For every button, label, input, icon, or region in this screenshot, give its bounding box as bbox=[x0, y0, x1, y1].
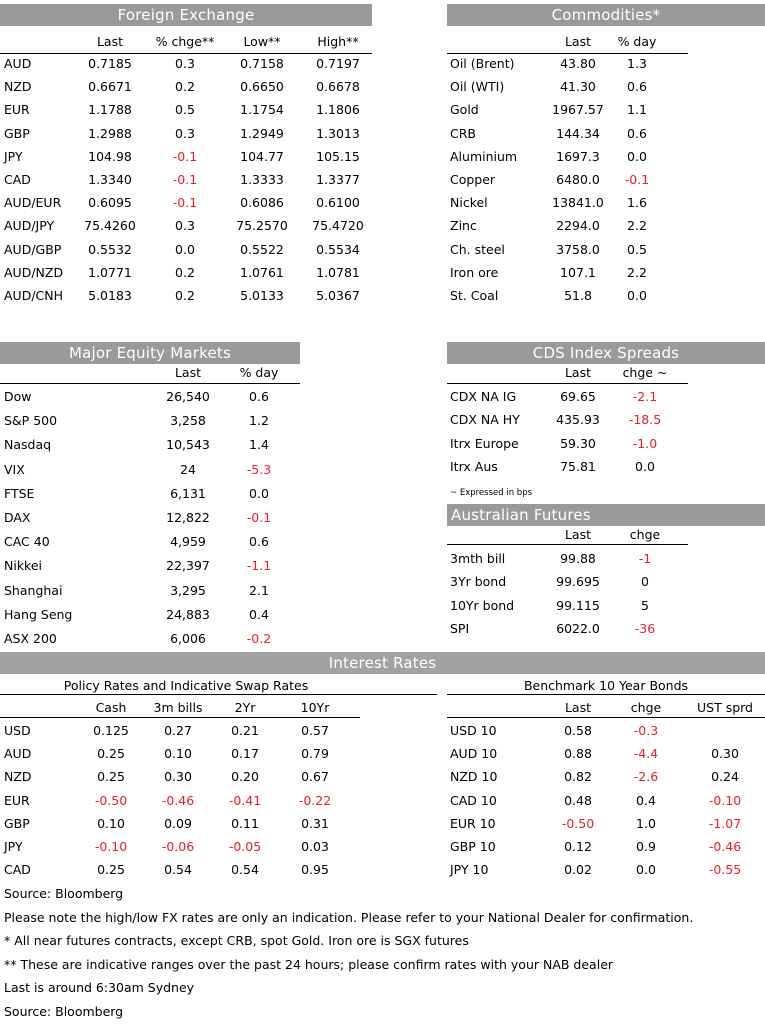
eq-cell: 22,397 bbox=[166, 558, 210, 574]
pol-cell: 0.31 bbox=[301, 815, 329, 831]
fx-cell: 0.5534 bbox=[316, 241, 360, 257]
eq-row-label: Shanghai bbox=[4, 582, 63, 598]
bnd-cell: 0.24 bbox=[711, 769, 739, 785]
policy-title-rule bbox=[0, 694, 437, 695]
fx-col-header: High** bbox=[317, 34, 359, 49]
cds-header-rule bbox=[447, 383, 688, 384]
fut-row-label: SPI bbox=[450, 620, 470, 636]
fx-col-header: Last bbox=[96, 34, 124, 49]
fx-cell: 5.0367 bbox=[316, 288, 360, 303]
fut-col-header: chge bbox=[629, 527, 661, 542]
eq-row-label: ASX 200 bbox=[4, 631, 57, 646]
fx-cell: 75.4260 bbox=[84, 218, 136, 234]
pol-cell: -0.41 bbox=[228, 792, 262, 808]
eq-cell: 6,006 bbox=[170, 631, 206, 646]
footnote-line: * All near futures contracts, except CRB, spot Gold. Iron ore is SGX futures bbox=[4, 933, 469, 948]
fut-cell: 99.695 bbox=[556, 574, 600, 590]
eq-cell: 1.2 bbox=[249, 413, 269, 429]
pol-col-header: 10Yr bbox=[300, 700, 330, 715]
pol-cell: -0.06 bbox=[161, 839, 195, 854]
com-cell: 1697.3 bbox=[556, 148, 600, 164]
fx-cell: -0.1 bbox=[172, 148, 198, 164]
fx-row-label: AUD bbox=[4, 56, 32, 71]
com-cell: 0.0 bbox=[627, 148, 647, 164]
com-cell: 2.2 bbox=[627, 218, 647, 234]
pol-cell: 0.54 bbox=[231, 862, 259, 878]
fx-row-label: JPY bbox=[4, 148, 23, 164]
eq-cell: 24,883 bbox=[166, 606, 210, 622]
eq-row-label: Dow bbox=[4, 389, 32, 404]
fx-cell: 1.3013 bbox=[316, 125, 360, 141]
fut-cell: 99.115 bbox=[556, 597, 600, 613]
fx-cell: 1.0781 bbox=[316, 264, 360, 280]
eq-cell: 24 bbox=[180, 461, 196, 477]
fx-row-label: AUD/JPY bbox=[4, 218, 55, 234]
pol-row-label: NZD bbox=[4, 769, 32, 785]
fx-cell: 1.0771 bbox=[88, 264, 132, 280]
footnote-line: ** These are indicative ranges over the past 24 hours; please confirm rates with your NAB dealer bbox=[4, 956, 614, 972]
eq-col-header: % day bbox=[239, 365, 279, 380]
pol-row-label: CAD bbox=[4, 862, 31, 878]
cds-footnote: ~ Expressed in bps bbox=[450, 488, 533, 498]
bnd-cell: -1.07 bbox=[708, 815, 742, 831]
fx-cell: 1.1754 bbox=[240, 102, 284, 118]
bnd-cell: -2.6 bbox=[633, 769, 659, 785]
bnd-row-label: USD 10 bbox=[450, 723, 497, 738]
fx-cell: 0.5 bbox=[175, 102, 195, 118]
eq-cell: 3,295 bbox=[170, 582, 206, 598]
fx-cell: 0.7185 bbox=[88, 56, 132, 71]
com-row-label: Oil (Brent) bbox=[450, 56, 515, 71]
com-row-label: St. Coal bbox=[450, 288, 499, 303]
bnd-row-label: GBP 10 bbox=[450, 839, 496, 854]
fx-cell: 0.6100 bbox=[316, 195, 360, 211]
bnd-cell: 0.0 bbox=[636, 862, 656, 878]
eq-row-label: Nasdaq bbox=[4, 437, 52, 453]
cds-cell: 69.65 bbox=[560, 389, 596, 404]
eq-row-label: VIX bbox=[4, 461, 25, 477]
pol-cell: 0.03 bbox=[301, 839, 329, 854]
futures-title: Australian Futures bbox=[447, 504, 765, 526]
eq-cell: 0.6 bbox=[249, 534, 269, 550]
fut-col-header: Last bbox=[564, 527, 592, 542]
bnd-cell: 0.02 bbox=[564, 862, 592, 878]
fx-cell: 5.0133 bbox=[240, 288, 284, 303]
cds-cell: -2.1 bbox=[632, 389, 658, 404]
futures-header-rule bbox=[447, 544, 688, 545]
cds-cell: -18.5 bbox=[628, 412, 662, 428]
cds-cell: 75.81 bbox=[560, 458, 596, 474]
eq-col-header: Last bbox=[174, 365, 202, 380]
pol-cell: 0.30 bbox=[164, 769, 192, 785]
cds-cell: 59.30 bbox=[560, 435, 596, 451]
eq-cell: 6,131 bbox=[170, 485, 206, 501]
fx-row-label: AUD/EUR bbox=[4, 195, 62, 211]
pol-cell: 0.20 bbox=[231, 769, 259, 785]
eq-row-label: FTSE bbox=[4, 485, 35, 501]
fx-cell: -0.1 bbox=[172, 172, 198, 187]
bnd-col-header: UST sprd bbox=[697, 700, 753, 715]
fx-cell: 0.3 bbox=[175, 56, 195, 71]
com-cell: 0.0 bbox=[627, 288, 647, 303]
policy-title: Policy Rates and Indicative Swap Rates bbox=[63, 678, 309, 693]
bonds-header-rule bbox=[447, 717, 765, 718]
bnd-cell: 0.12 bbox=[564, 839, 592, 854]
fx-cell: 1.1788 bbox=[88, 102, 132, 118]
cds-cell: -1.0 bbox=[632, 435, 658, 451]
pol-cell: 0.67 bbox=[301, 769, 329, 785]
fx-cell: 104.77 bbox=[240, 148, 284, 164]
bnd-row-label: AUD 10 bbox=[450, 746, 498, 762]
eq-cell: -0.2 bbox=[246, 631, 272, 646]
com-cell: 13841.0 bbox=[552, 195, 604, 211]
eq-cell: 4,959 bbox=[170, 534, 206, 550]
com-row-label: Iron ore bbox=[450, 264, 499, 280]
equity-header-rule bbox=[0, 383, 300, 384]
cds-row-label: Itrx Aus bbox=[450, 458, 498, 474]
bnd-cell: 0.4 bbox=[636, 792, 656, 808]
commodities-header-rule bbox=[447, 53, 688, 54]
fx-cell: 1.3377 bbox=[316, 172, 360, 187]
commodities-title: Commodities* bbox=[447, 4, 765, 26]
eq-row-label: S&P 500 bbox=[4, 413, 58, 429]
pol-cell: 0.79 bbox=[301, 746, 329, 762]
com-row-label: Gold bbox=[450, 102, 479, 118]
fx-cell: 1.3333 bbox=[240, 172, 284, 187]
bnd-row-label: CAD 10 bbox=[450, 792, 497, 808]
cds-col-header: chge ~ bbox=[622, 365, 668, 380]
fut-row-label: 3mth bill bbox=[450, 551, 506, 566]
fx-cell: 0.5522 bbox=[240, 241, 284, 257]
fx-cell: 1.3340 bbox=[88, 172, 132, 187]
fx-row-label: AUD/NZD bbox=[4, 264, 64, 280]
fx-cell: 0.2 bbox=[175, 79, 195, 95]
bnd-row-label: JPY 10 bbox=[450, 862, 489, 878]
pol-cell: -0.22 bbox=[298, 792, 332, 808]
pol-row-label: EUR bbox=[4, 792, 30, 808]
fut-cell: -1 bbox=[638, 551, 652, 566]
eq-cell: 0.6 bbox=[249, 389, 269, 404]
bonds-title: Benchmark 10 Year Bonds bbox=[523, 678, 689, 693]
fx-row-label: EUR bbox=[4, 102, 30, 118]
com-row-label: Nickel bbox=[450, 195, 488, 211]
fut-row-label: 10Yr bond bbox=[450, 597, 515, 613]
fx-cell: 0.6086 bbox=[240, 195, 284, 211]
bnd-col-header: Last bbox=[564, 700, 592, 715]
pol-cell: -0.50 bbox=[94, 792, 128, 808]
eq-cell: 12,822 bbox=[166, 510, 210, 525]
pol-cell: 0.25 bbox=[97, 746, 125, 762]
eq-cell: 0.0 bbox=[249, 485, 269, 501]
bnd-cell: -0.50 bbox=[561, 815, 595, 831]
eq-row-label: DAX bbox=[4, 510, 31, 525]
footnote-line: Source: Bloomberg bbox=[4, 886, 124, 901]
com-cell: 1967.57 bbox=[552, 102, 604, 118]
pol-col-header: 3m bills bbox=[153, 700, 203, 715]
bnd-cell: -0.3 bbox=[633, 723, 659, 738]
fx-cell: 1.2949 bbox=[240, 125, 284, 141]
eq-cell: 0.4 bbox=[249, 606, 269, 622]
fx-cell: 1.0761 bbox=[240, 264, 284, 280]
com-cell: 0.5 bbox=[627, 241, 647, 257]
fut-cell: 5 bbox=[641, 597, 649, 613]
cds-title: CDS Index Spreads bbox=[447, 342, 765, 364]
com-col-header: Last bbox=[564, 34, 592, 49]
cds-col-header: Last bbox=[564, 365, 592, 380]
fx-col-header: % chge** bbox=[155, 34, 215, 49]
fx-cell: 0.6095 bbox=[88, 195, 132, 211]
eq-cell: 1.4 bbox=[249, 437, 269, 453]
com-row-label: Zinc bbox=[450, 218, 477, 234]
fx-cell: 0.7158 bbox=[240, 56, 284, 71]
com-cell: 107.1 bbox=[560, 264, 596, 280]
pol-col-header: 2Yr bbox=[234, 700, 256, 715]
fx-cell: 0.2 bbox=[175, 264, 195, 280]
com-cell: 2294.0 bbox=[556, 218, 600, 234]
fx-cell: 104.98 bbox=[88, 148, 132, 164]
bnd-cell: -0.55 bbox=[708, 862, 742, 878]
cds-cell: 435.93 bbox=[556, 412, 600, 428]
pol-cell: 0.11 bbox=[231, 815, 259, 831]
fx-cell: 0.7197 bbox=[316, 56, 360, 71]
pol-cell: 0.95 bbox=[301, 862, 329, 878]
footnote-line: Please note the high/low FX rates are only an indication. Please refer to your National Dealer for confirmation. bbox=[4, 909, 694, 925]
fx-title: Foreign Exchange bbox=[0, 4, 372, 26]
bnd-cell: -4.4 bbox=[633, 746, 659, 762]
com-row-label: Ch. steel bbox=[450, 241, 505, 257]
bnd-cell: 0.88 bbox=[564, 746, 592, 762]
com-cell: 43.80 bbox=[560, 56, 596, 71]
fx-cell: 0.6671 bbox=[88, 79, 132, 95]
pol-cell: 0.57 bbox=[301, 723, 329, 738]
com-cell: 2.2 bbox=[627, 264, 647, 280]
fut-cell: 99.88 bbox=[560, 551, 596, 566]
com-cell: 51.8 bbox=[564, 288, 592, 303]
fx-col-header: Low** bbox=[243, 34, 281, 49]
fx-cell: 0.3 bbox=[175, 218, 195, 234]
pol-cell: -0.46 bbox=[161, 792, 195, 808]
eq-row-label: CAC 40 bbox=[4, 534, 50, 550]
bnd-cell: 1.0 bbox=[636, 815, 656, 831]
pol-cell: 0.25 bbox=[97, 769, 125, 785]
bonds-title-rule bbox=[447, 694, 765, 695]
com-row-label: CRB bbox=[450, 125, 476, 141]
fx-cell: 105.15 bbox=[316, 148, 360, 164]
bnd-col-header: chge bbox=[630, 700, 662, 715]
bnd-cell: 0.9 bbox=[636, 839, 656, 854]
bnd-cell: 0.30 bbox=[711, 746, 739, 762]
pol-cell: 0.10 bbox=[164, 746, 192, 762]
pol-cell: 0.27 bbox=[164, 723, 192, 738]
pol-row-label: AUD bbox=[4, 746, 32, 762]
fx-cell: 0.0 bbox=[175, 241, 195, 257]
eq-cell: 2.1 bbox=[249, 582, 269, 598]
com-row-label: Aluminium bbox=[450, 148, 518, 164]
com-row-label: Oil (WTI) bbox=[450, 79, 505, 95]
eq-cell: -5.3 bbox=[246, 461, 272, 477]
bnd-cell: 0.82 bbox=[564, 769, 592, 785]
com-col-header: % day bbox=[617, 34, 657, 49]
com-cell: -0.1 bbox=[624, 172, 650, 187]
com-cell: 1.1 bbox=[627, 102, 647, 118]
fx-cell: 0.3 bbox=[175, 125, 195, 141]
pol-col-header: Cash bbox=[95, 700, 127, 715]
fx-header-rule bbox=[0, 53, 372, 54]
bnd-row-label: NZD 10 bbox=[450, 769, 498, 785]
com-cell: 0.6 bbox=[627, 79, 647, 95]
fx-cell: 1.1806 bbox=[316, 102, 360, 118]
eq-cell: -0.1 bbox=[246, 510, 272, 525]
bnd-row-label: EUR 10 bbox=[450, 815, 496, 831]
fx-cell: 75.4720 bbox=[312, 218, 364, 234]
fx-cell: -0.1 bbox=[172, 195, 198, 211]
fut-cell: 0 bbox=[641, 574, 649, 590]
fx-cell: 1.2988 bbox=[88, 125, 132, 141]
pol-cell: -0.10 bbox=[94, 839, 128, 854]
pol-cell: 0.21 bbox=[231, 723, 259, 738]
pol-cell: 0.17 bbox=[231, 746, 259, 762]
fx-cell: 75.2570 bbox=[236, 218, 288, 234]
fx-cell: 5.0183 bbox=[88, 288, 132, 303]
pol-cell: 0.54 bbox=[164, 862, 192, 878]
eq-cell: 10,543 bbox=[166, 437, 210, 453]
bnd-cell: 0.58 bbox=[564, 723, 592, 738]
fx-cell: 0.5532 bbox=[88, 241, 132, 257]
fx-row-label: AUD/GBP bbox=[4, 241, 62, 257]
cds-cell: 0.0 bbox=[635, 458, 655, 474]
bnd-cell: -0.10 bbox=[708, 792, 742, 808]
fx-row-label: CAD bbox=[4, 172, 31, 187]
pol-cell: -0.05 bbox=[228, 839, 262, 854]
com-cell: 6480.0 bbox=[556, 172, 600, 187]
com-cell: 0.6 bbox=[627, 125, 647, 141]
fx-cell: 0.6678 bbox=[316, 79, 360, 95]
eq-cell: -1.1 bbox=[246, 558, 272, 574]
eq-row-label: Hang Seng bbox=[4, 606, 73, 622]
fut-row-label: 3Yr bond bbox=[450, 574, 507, 590]
fx-row-label: GBP bbox=[4, 125, 30, 141]
pol-row-label: GBP bbox=[4, 815, 30, 831]
cds-row-label: CDX NA IG bbox=[450, 389, 517, 404]
com-cell: 3758.0 bbox=[556, 241, 600, 257]
cds-row-label: CDX NA HY bbox=[450, 412, 520, 428]
com-cell: 1.6 bbox=[627, 195, 647, 211]
com-cell: 41.30 bbox=[560, 79, 596, 95]
fx-row-label: NZD bbox=[4, 79, 32, 95]
equity-title: Major Equity Markets bbox=[0, 342, 300, 364]
pol-cell: 0.09 bbox=[164, 815, 192, 831]
pol-cell: 0.125 bbox=[93, 723, 129, 738]
com-cell: 144.34 bbox=[556, 125, 600, 141]
pol-cell: 0.10 bbox=[97, 815, 125, 831]
footnote-line: Last is around 6:30am Sydney bbox=[4, 980, 195, 995]
eq-cell: 26,540 bbox=[166, 389, 210, 404]
com-cell: 1.3 bbox=[627, 56, 647, 71]
policy-header-rule bbox=[0, 717, 360, 718]
fut-cell: 6022.0 bbox=[556, 620, 600, 636]
pol-cell: 0.25 bbox=[97, 862, 125, 878]
cds-row-label: Itrx Europe bbox=[450, 435, 519, 451]
pol-row-label: USD bbox=[4, 723, 31, 738]
eq-row-label: Nikkei bbox=[4, 558, 43, 574]
bnd-cell: 0.48 bbox=[564, 792, 592, 808]
pol-row-label: JPY bbox=[4, 839, 23, 854]
bnd-cell: -0.46 bbox=[708, 839, 742, 854]
fut-cell: -36 bbox=[634, 620, 656, 636]
eq-cell: 3,258 bbox=[170, 413, 206, 429]
footnote-line: Source: Bloomberg bbox=[4, 1003, 124, 1019]
rates-title: Interest Rates bbox=[0, 652, 765, 674]
fx-cell: 0.6650 bbox=[240, 79, 284, 95]
com-row-label: Copper bbox=[450, 172, 496, 187]
fx-cell: 0.2 bbox=[175, 288, 195, 303]
fx-row-label: AUD/CNH bbox=[4, 288, 64, 303]
